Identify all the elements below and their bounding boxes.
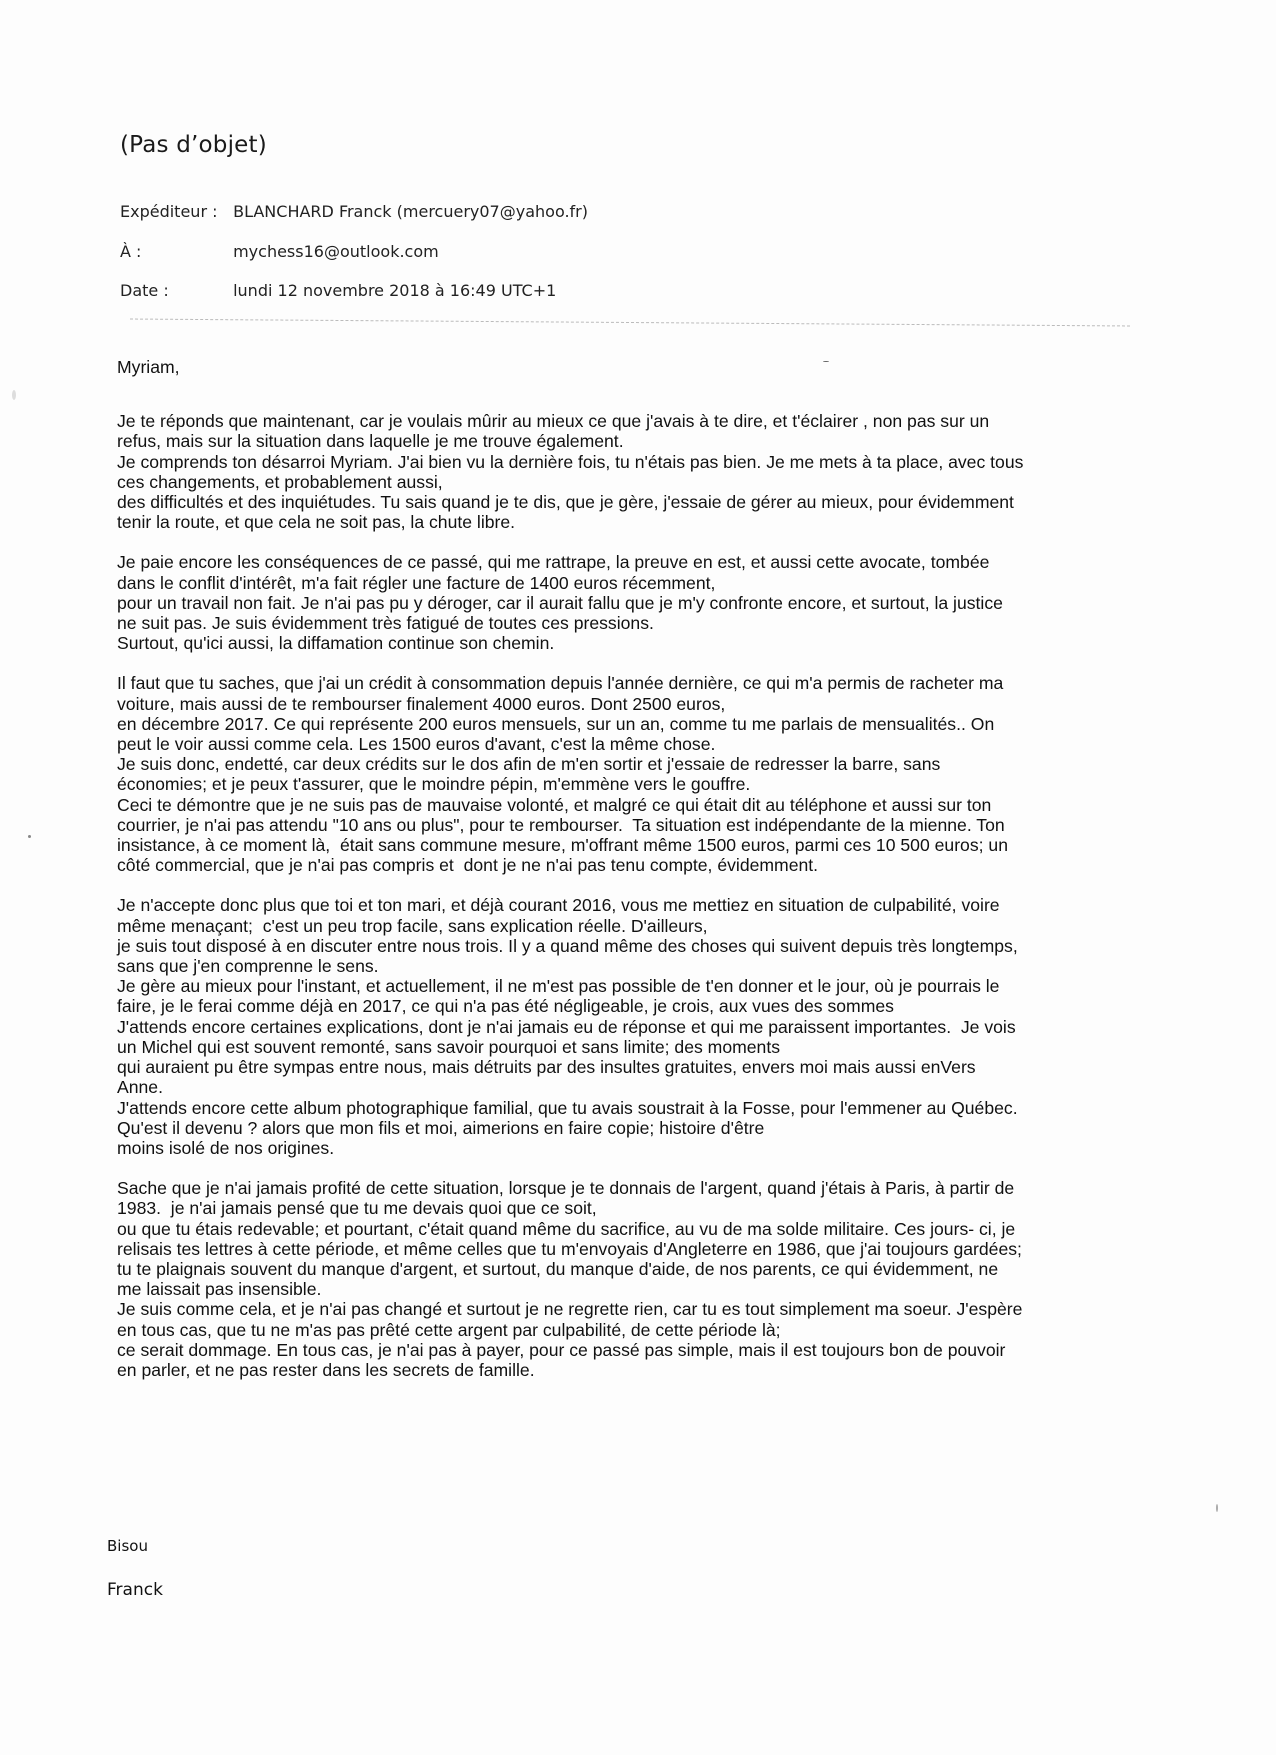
email-body xyxy=(117,357,1137,1400)
body-line: Je suis comme cela, et je n'ai pas changé et surtout je ne regrette rien, car tu es tout simplement ma soeur. J'espère xyxy=(117,1299,1023,1320)
body-line: des difficultés et des inquiétudes. Tu sais quand je te dis, que je gère, j'essaie de gérer au mieux, pour évidemment xyxy=(117,492,1014,513)
header-to-row xyxy=(120,242,439,261)
body-line: Anne. xyxy=(117,1077,163,1098)
body-line: je suis tout disposé à en discuter entre nous trois. Il y a quand même des choses qui suivent depuis très longtemps, xyxy=(117,935,1018,956)
body-line: refus, mais sur la situation dans laquelle je me trouve également. xyxy=(117,431,624,452)
body-line: économies; et je peux t'assurer, que le moindre pépin, m'emmène vers le gouffre. xyxy=(117,774,751,795)
body-line: J'attends encore cette album photographique familial, que tu avais soustrait à la Fosse, pour l'emmener au Québec. xyxy=(117,1097,1018,1118)
body-line: Qu'est il devenu ? alors que mon fils et moi, aimerions en faire copie; histoire d'être xyxy=(117,1117,765,1138)
body-line: me laissait pas insensible. xyxy=(117,1279,322,1300)
body-line: tenir la route, et que cela ne soit pas, la chute libre. xyxy=(117,512,516,533)
body-paragraph xyxy=(117,411,1137,532)
scan-speck xyxy=(28,835,31,838)
body-line: côté commercial, que je n'ai pas compris et dont je ne n'ai pas tenu compte, évidemment. xyxy=(117,855,819,876)
body-line: Sache que je n'ai jamais profité de cette situation, lorsque je te donnais de l'argent, quand j'étais à Paris, à partir de xyxy=(117,1178,1015,1199)
body-line: Je paie encore les conséquences de ce passé, qui me rattrape, la preuve en est, et aussi cette avocate, tombée xyxy=(117,552,990,573)
body-line: sans que j'en comprenne le sens. xyxy=(117,956,379,977)
body-line: Ceci te démontre que je ne suis pas de mauvaise volonté, et malgré ce qui était dit au téléphone et aussi sur ton xyxy=(117,794,992,815)
body-line: peut le voir aussi comme cela. Les 1500 euros d'avant, c'est la même chose. xyxy=(117,734,716,755)
body-line: Je gère au mieux pour l'instant, et actuellement, il ne m'est pas possible de t'en donner et le jour, où je pourrais le xyxy=(117,976,1000,997)
body-line: ces changements, et probablement aussi, xyxy=(117,471,443,492)
body-line: J'attends encore certaines explications, dont je n'ai jamais eu de réponse et qui me paraissent importantes. Je vois xyxy=(117,1016,1016,1037)
body-line: Je suis donc, endetté, car deux crédits sur le dos afin de m'en sortir et j'essaie de redresser la barre, sans xyxy=(117,754,941,775)
greeting: Myriam, xyxy=(117,357,180,377)
body-line: ou que tu étais redevable; et pourtant, c'était quand même du sacrifice, au vu de ma solde militaire. Ces jours- ci, je xyxy=(117,1218,1016,1239)
email-subject: (Pas d’objet) xyxy=(120,132,267,158)
body-line: 1983. je n'ai jamais pensé que tu me devais quoi que ce soit, xyxy=(117,1198,597,1219)
body-line: insistance, à ce moment là, était sans commune mesure, m'offrant même 1500 euros, parmi ces 10 500 euros; un xyxy=(117,835,1008,856)
body-line: moins isolé de nos origines. xyxy=(117,1137,335,1158)
body-line: courrier, je n'ai pas attendu "10 ans ou plus", pour te rembourser. Ta situation est indépendante de la mienne. Ton xyxy=(117,814,1005,835)
body-line: en parler, et ne pas rester dans les secrets de famille. xyxy=(117,1359,535,1380)
scan-speck xyxy=(823,361,829,362)
body-line: qui auraient pu être sympas entre nous, mais détruits par des insultes gratuites, envers moi mais aussi enVers xyxy=(117,1057,976,1078)
to-label: À : xyxy=(120,242,142,261)
body-line: Je comprends ton désarroi Myriam. J'ai bien vu la dernière fois, tu n'étais pas bien. Je me mets à ta place, avec tous xyxy=(117,451,1024,472)
body-line: Je te réponds que maintenant, car je voulais mûrir au mieux ce que j'avais à te dire, et t'éclairer , non pas sur un xyxy=(117,411,990,432)
body-line: ne suit pas. Je suis évidemment très fatigué de toutes ces pressions. xyxy=(117,613,654,634)
body-line: Il faut que tu saches, que j'ai un crédit à consommation depuis l'année dernière, ce qui m'a permis de racheter ma xyxy=(117,673,1004,694)
signature: Franck xyxy=(107,1580,163,1600)
closing: Bisou xyxy=(107,1537,148,1555)
body-paragraph xyxy=(117,1178,1137,1380)
body-line: Je n'accepte donc plus que toi et ton mari, et déjà courant 2016, vous me mettiez en situation de culpabilité, voire xyxy=(117,895,1000,916)
date-value: lundi 12 novembre 2018 à 16:49 UTC+1 xyxy=(233,281,557,300)
body-line: dans le conflit d'intérêt, m'a fait régler une facture de 1400 euros récemment, xyxy=(117,572,716,593)
body-line: Surtout, qu'ici aussi, la diffamation continue son chemin. xyxy=(117,633,555,654)
body-line: un Michel qui est souvent remonté, sans savoir pourquoi et sans limite; des moments xyxy=(117,1036,781,1057)
from-label: Expéditeur : xyxy=(120,202,218,221)
body-line: faire, je le ferai comme déjà en 2017, ce qui n'a pas été négligeable, je crois, aux vues des sommes xyxy=(117,996,894,1017)
body-line: en tous cas, que tu ne m'as pas prêté cette argent par culpabilité, de cette période là; xyxy=(117,1319,781,1340)
body-paragraphs xyxy=(117,411,1137,1380)
body-line: ce serait dommage. En tous cas, je n'ai pas à payer, pour ce passé pas simple, mais il est toujours bon de pouvoir xyxy=(117,1339,1006,1360)
body-paragraph xyxy=(117,895,1137,1158)
body-line: même menaçant; c'est un peu trop facile, sans explication réelle. D'ailleurs, xyxy=(117,915,708,936)
to-value: mychess16@outlook.com xyxy=(233,242,439,261)
body-line: voiture, mais aussi de te rembourser finalement 4000 euros. Dont 2500 euros, xyxy=(117,693,726,714)
body-line: tu te plaignais souvent du manque d'argent, et surtout, du manque d'aide, de nos parents, ce qui évidemment, ne xyxy=(117,1258,999,1279)
body-line: pour un travail non fait. Je n'ai pas pu y déroger, car il aurait fallu que je m'y confronte encore, et surtout, la justice xyxy=(117,592,1003,613)
scan-speck xyxy=(1216,1504,1218,1512)
header-divider xyxy=(130,319,1130,328)
date-label: Date : xyxy=(120,281,169,300)
from-value: BLANCHARD Franck (mercuery07@yahoo.fr) xyxy=(233,202,588,221)
body-paragraph xyxy=(117,552,1137,653)
scan-speck xyxy=(12,390,16,400)
body-line: en décembre 2017. Ce qui représente 200 euros mensuels, sur un an, comme tu me parlais de mensualités.. On xyxy=(117,713,995,734)
body-paragraph xyxy=(117,673,1137,875)
header-date-row xyxy=(120,281,556,300)
header-from-row xyxy=(120,202,588,221)
body-line: relisais tes lettres à cette période, et même celles que tu m'envoyais d'Angleterre en 1986, que j'ai toujours gardées; xyxy=(117,1238,1022,1259)
